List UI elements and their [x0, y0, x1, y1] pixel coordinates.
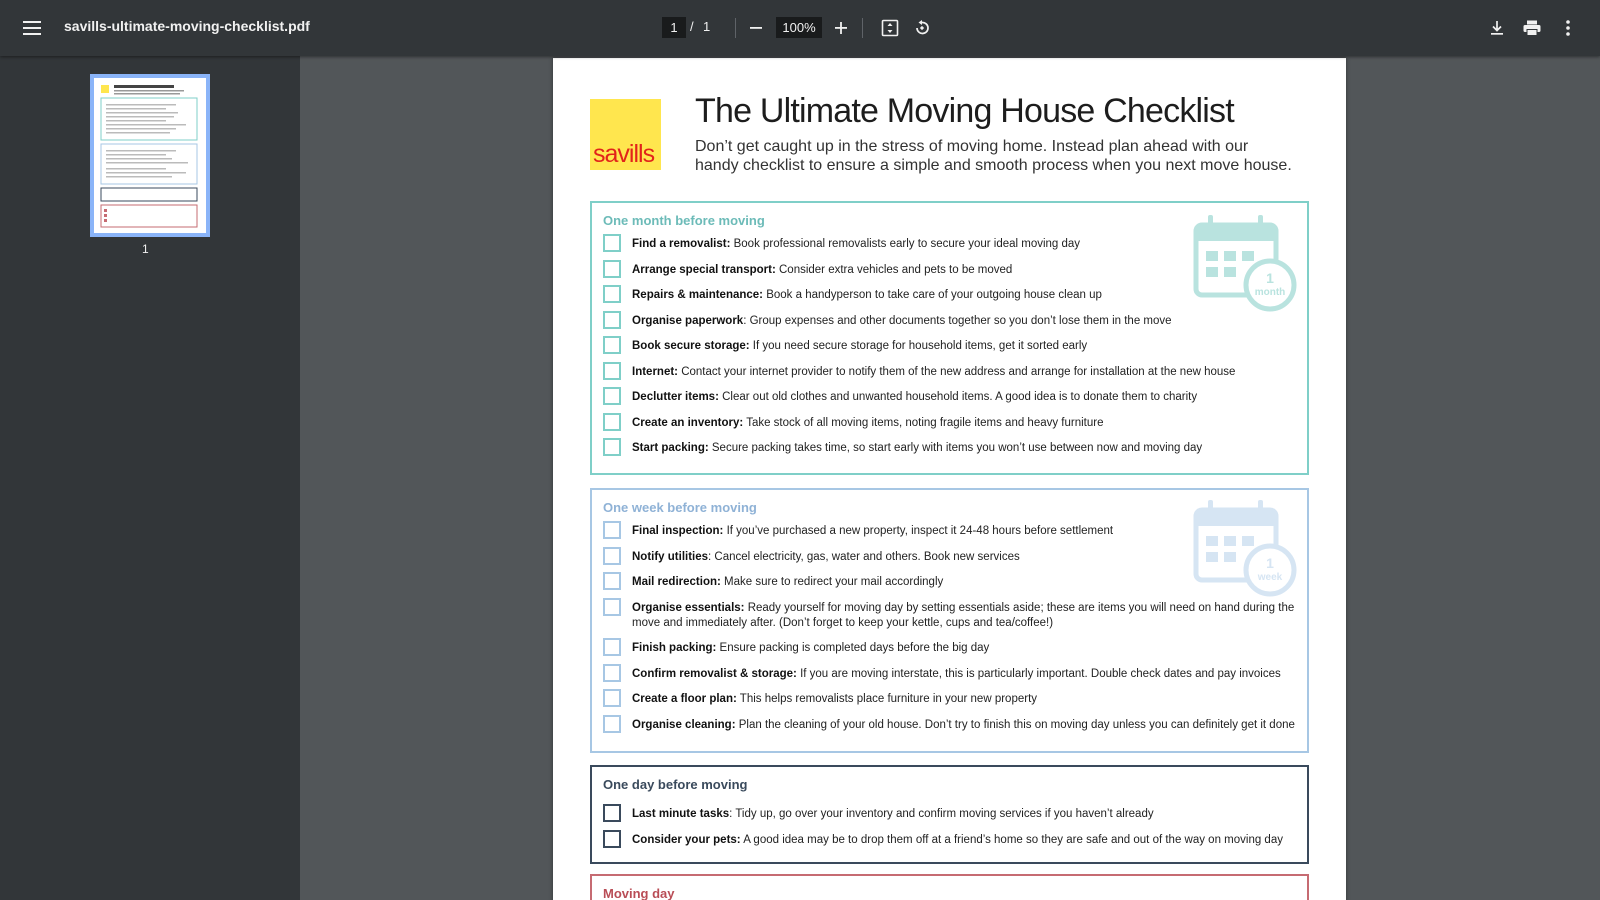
calendar-number: 1 [1266, 270, 1274, 286]
checkbox[interactable] [603, 715, 621, 733]
checklist-item-label: Mail redirection: [632, 576, 721, 588]
document-subtitle: Don’t get caught up in the stress of moving home. Instead plan ahead with our handy checklist to ensure a simple and smooth process when you next move house. [695, 138, 1292, 174]
checkbox[interactable] [603, 547, 621, 565]
page-thumbnail[interactable] [90, 74, 210, 237]
checkbox[interactable] [603, 638, 621, 656]
checklist-item-text [632, 524, 1297, 539]
calendar-unit: month [1254, 287, 1286, 298]
logo-text: savills [593, 140, 655, 168]
checklist-item-text [632, 718, 1297, 733]
checklist-item-text [632, 807, 1297, 822]
download-button[interactable] [1482, 13, 1512, 43]
checklist-item-description: If you are moving interstate, this is particularly important. Double check dates and pay invoices [796, 668, 1281, 680]
pdf-toolbar [0, 0, 1600, 56]
zoom-in-icon [834, 21, 848, 35]
page-total: 1 [703, 19, 711, 34]
checkbox[interactable] [603, 362, 621, 380]
page-thumbnail-preview [100, 82, 200, 229]
checklist-item-label: Internet: [632, 366, 678, 378]
checklist-item-description: Ensure packing is completed days before the big day [716, 642, 990, 654]
checkbox[interactable] [603, 521, 621, 539]
checklist-item-text [632, 833, 1297, 848]
print-button[interactable] [1517, 13, 1547, 43]
checkbox[interactable] [603, 234, 621, 252]
checklist-item-description: Clear out old clothes and unwanted household items. A good idea is to donate them to charity [718, 391, 1198, 403]
fit-page-icon [881, 19, 899, 37]
page-separator: / [690, 19, 694, 34]
checklist-item-label: Notify utilities [632, 551, 709, 563]
fit-to-page-button[interactable] [875, 13, 905, 43]
zoom-level-input[interactable]: 100% [776, 17, 822, 38]
section-title: Moving day [603, 886, 675, 900]
calendar-number: 1 [1266, 555, 1274, 571]
checklist-item-description: This helps removalists place furniture in your new property [736, 693, 1038, 705]
rotate-button[interactable] [907, 13, 937, 43]
section-title: One day before moving [603, 777, 748, 792]
checkbox[interactable] [603, 336, 621, 354]
checklist-item-description: If you’ve purchased a new property, inspect it 24-48 hours before settlement [723, 525, 1114, 537]
checkbox[interactable] [603, 311, 621, 329]
checkbox[interactable] [603, 598, 621, 616]
file-name: savills-ultimate-moving-checklist.pdf [64, 18, 310, 34]
checklist-item-description: Make sure to redirect your mail accordingly [720, 576, 944, 588]
checkbox[interactable] [603, 689, 621, 707]
checklist-item-text [632, 339, 1297, 354]
toolbar-divider [862, 18, 863, 38]
checklist-item-text [632, 641, 1297, 656]
checkbox[interactable] [603, 285, 621, 303]
zoom-out-icon [749, 21, 763, 35]
checklist-item-description: Ready yourself for moving day by setting essentials aside; these are items you will need on hand during the move and immediately after. (Don’t forget to keep your kettle, cups and tea/coffee!) [632, 602, 1295, 629]
section-one-day [590, 765, 1309, 864]
checklist-item-label: Confirm removalist & storage: [632, 668, 797, 680]
calendar-unit: week [1257, 572, 1283, 583]
checklist-item-text [632, 237, 1297, 252]
menu-icon [23, 21, 41, 35]
checklist-item-label: Finish packing: [632, 642, 717, 654]
checklist-item-description: A good idea may be to drop them off at a friend’s home so they are safe and out of the way on moving day [740, 834, 1283, 846]
checklist-item-label: Organise cleaning: [632, 719, 736, 731]
checklist-item-description: : Cancel electricity, gas, water and others. Book new services [708, 551, 1020, 563]
download-icon [1489, 20, 1505, 36]
zoom-in-button[interactable] [827, 14, 855, 42]
page-number-input[interactable]: 1 [662, 17, 686, 38]
checkbox[interactable] [603, 664, 621, 682]
checklist-item-text [632, 601, 1297, 631]
checklist-item-text [632, 365, 1297, 380]
checkbox[interactable] [603, 830, 621, 848]
checklist-item-text [632, 390, 1297, 405]
checkbox[interactable] [603, 413, 621, 431]
checklist-item-description: Secure packing takes time, so start early with items you won’t use between now and moving day [708, 442, 1203, 454]
checklist-item-label: Book secure storage: [632, 340, 750, 352]
checkbox[interactable] [603, 572, 621, 590]
checklist-item-label: Find a removalist: [632, 238, 731, 250]
checklist-item-description: Plan the cleaning of your old house. Don’t try to finish this on moving day unless you can definitely get it done [735, 719, 1295, 731]
checklist-item-description: Take stock of all moving items, noting fragile items and heavy furniture [743, 417, 1104, 429]
checklist-item-label: Last minute tasks [632, 808, 730, 820]
section-moving-day [590, 874, 1309, 900]
thumbnail-sidebar [0, 56, 300, 900]
checklist-item-label: Create a floor plan: [632, 693, 737, 705]
checklist-item-text [632, 550, 1297, 565]
zoom-out-button[interactable] [742, 14, 770, 42]
checklist-item-description: : Tidy up, go over your inventory and confirm moving services if you haven’t already [729, 808, 1154, 820]
document-title: The Ultimate Moving House Checklist [695, 92, 1234, 130]
checkbox[interactable] [603, 438, 621, 456]
checklist-item-label: Final inspection: [632, 525, 724, 537]
rotate-icon [913, 19, 931, 37]
checklist-item-text [632, 441, 1297, 456]
section-one-month [590, 201, 1309, 475]
print-icon [1523, 20, 1541, 36]
more-vert-icon [1566, 20, 1570, 36]
checklist-item-text [632, 314, 1297, 329]
checkbox[interactable] [603, 260, 621, 278]
checklist-item-description: Contact your internet provider to notify them of the new address and arrange for installation at the new house [678, 366, 1236, 378]
checklist-item-text [632, 416, 1297, 431]
checklist-item-text [632, 667, 1297, 682]
checkbox[interactable] [603, 387, 621, 405]
checklist-item-label: Start packing: [632, 442, 709, 454]
pdf-page [553, 58, 1346, 900]
toolbar-divider [735, 18, 736, 38]
checklist-item-description: : Group expenses and other documents together so you don’t lose them in the move [743, 315, 1172, 327]
checklist-item-description: Consider extra vehicles and pets to be moved [775, 264, 1013, 276]
checkbox[interactable] [603, 804, 621, 822]
checklist-item-text [632, 692, 1297, 707]
menu-button[interactable] [16, 12, 48, 44]
savills-logo [590, 99, 661, 170]
checklist-item-description: Book a handyperson to take care of your outgoing house clean up [763, 289, 1102, 301]
checklist-item-text [632, 263, 1297, 278]
checklist-item-label: Arrange special transport: [632, 264, 776, 276]
checklist-item-label: Repairs & maintenance: [632, 289, 764, 301]
checklist-item-label: Create an inventory: [632, 417, 744, 429]
more-actions-button[interactable] [1553, 13, 1583, 43]
checklist-item-description: If you need secure storage for household items, get it sorted early [749, 340, 1088, 352]
checklist-item-text [632, 575, 1297, 590]
checklist-item-label: Declutter items: [632, 391, 719, 403]
section-one-week [590, 488, 1309, 753]
checklist-item-label: Consider your pets: [632, 834, 741, 846]
checklist-item-label: Organise essentials: [632, 602, 745, 614]
section-title: One month before moving [603, 213, 765, 228]
checklist-item-description: Book professional removalists early to secure your ideal moving day [730, 238, 1081, 250]
checklist-item-label: Organise paperwork [632, 315, 744, 327]
section-title: One week before moving [603, 500, 757, 515]
thumbnail-page-number: 1 [142, 242, 149, 256]
checklist-item-text [632, 288, 1297, 303]
